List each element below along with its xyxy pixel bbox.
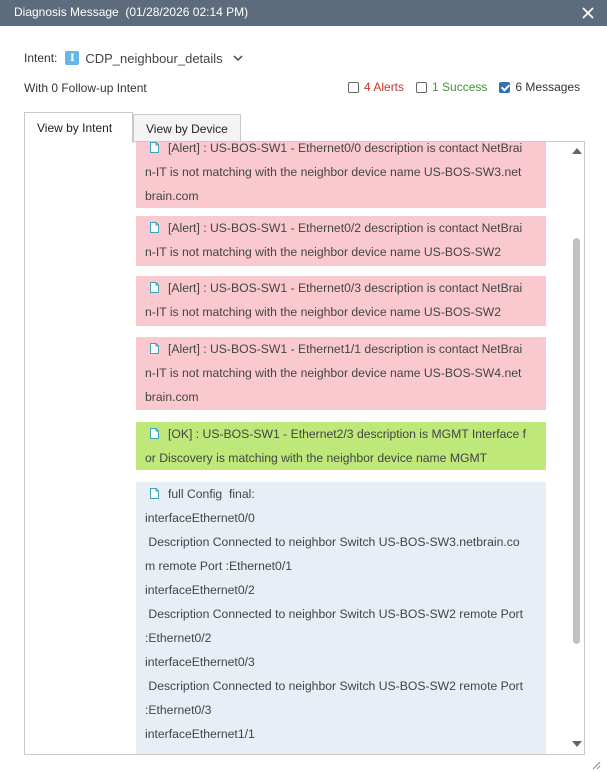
message-text: full Config final:: [168, 487, 255, 501]
dialog-timestamp: (01/28/2026 02:14 PM): [125, 5, 249, 19]
message-line: [145, 160, 538, 184]
message-line: [145, 422, 538, 446]
message-text: or Discovery is matching with the neighbor device name MGMT: [145, 451, 488, 465]
dialog-titlebar: [0, 0, 607, 26]
message-line: [145, 276, 538, 300]
message-text: n-IT is not matching with the neighbor device name US-BOS-SW4.net: [145, 366, 522, 380]
message-line: [145, 216, 538, 240]
dialog-title-text: Diagnosis Message: [14, 5, 119, 19]
success-checkbox[interactable]: [416, 82, 427, 93]
message-alert: [136, 216, 546, 266]
scroll-up-arrow-icon[interactable]: [572, 148, 582, 154]
message-alert: [136, 141, 546, 208]
document-icon: [150, 217, 159, 228]
message-line: [145, 300, 538, 324]
message-line: [145, 578, 538, 602]
message-line: [145, 385, 538, 409]
message-line: [145, 482, 538, 506]
vertical-scrollbar[interactable]: [570, 142, 584, 754]
message-line: [145, 506, 538, 530]
message-text: brain.com: [145, 390, 199, 404]
message-text: Description Connected to neighbor Switch US-BOS-SW2 remote Port: [145, 679, 523, 693]
scroll-thumb[interactable]: [573, 238, 580, 644]
dialog-title: [14, 5, 248, 19]
document-icon: [150, 423, 159, 434]
document-icon: [150, 483, 159, 494]
message-text: interfaceEthernet0/3: [145, 655, 255, 669]
message-text: [Alert] : US-BOS-SW1 - Ethernet1/1 description is contact NetBrai: [168, 342, 523, 356]
message-line: [145, 650, 538, 674]
message-text: n-IT is not matching with the neighbor device name US-BOS-SW3.net: [145, 165, 522, 179]
intent-name[interactable]: CDP_neighbour_details: [85, 50, 223, 66]
close-icon[interactable]: [578, 3, 598, 23]
document-icon: [150, 338, 159, 349]
message-filters: [348, 80, 580, 94]
tab-view-by-intent[interactable]: View by Intent: [24, 112, 133, 143]
message-ok: [136, 422, 546, 470]
intent-selector[interactable]: [24, 49, 243, 67]
messages-label[interactable]: 6 Messages: [515, 80, 581, 94]
message-text: n-IT is not matching with the neighbor device name US-BOS-SW2: [145, 245, 502, 259]
message-line: [145, 141, 538, 160]
message-text: [Alert] : US-BOS-SW1 - Ethernet0/3 description is contact NetBrai: [168, 281, 523, 295]
scroll-down-arrow-icon[interactable]: [572, 741, 582, 747]
message-line: [145, 722, 538, 746]
document-icon: [150, 141, 159, 148]
message-line: [145, 674, 538, 698]
message-text: [Alert] : US-BOS-SW1 - Ethernet0/0 description is contact NetBrai: [168, 141, 523, 155]
message-line: [145, 554, 538, 578]
message-text: n-IT is not matching with the neighbor device name US-BOS-SW2: [145, 305, 502, 319]
messages-panel: [24, 141, 585, 755]
message-line: [145, 337, 538, 361]
alerts-label[interactable]: 4 Alerts: [364, 80, 405, 94]
filter-alerts[interactable]: [348, 80, 404, 94]
document-icon: [150, 277, 159, 288]
message-line: [145, 240, 538, 264]
chevron-down-icon[interactable]: [233, 53, 243, 63]
message-info: [136, 482, 546, 755]
message-text: :Ethernet0/3: [145, 703, 212, 717]
intent-label: Intent:: [24, 51, 58, 65]
message-text: Description Connected to neighbor Switch US-BOS-SW3.netbrain.co: [145, 535, 520, 549]
message-text: :Ethernet0/2: [145, 631, 212, 645]
message-alert: [136, 276, 546, 326]
message-line: [145, 626, 538, 650]
success-label[interactable]: 1 Success: [432, 80, 488, 94]
message-line: [145, 184, 538, 208]
message-line: [145, 361, 538, 385]
resize-grip-icon[interactable]: [591, 760, 601, 770]
filter-messages[interactable]: [499, 80, 580, 94]
message-line: [145, 446, 538, 470]
message-text: [Alert] : US-BOS-SW1 - Ethernet0/2 description is contact NetBrai: [168, 221, 523, 235]
message-line: [145, 602, 538, 626]
message-text: [OK] : US-BOS-SW1 - Ethernet2/3 description is MGMT Interface f: [168, 427, 527, 441]
message-text: Description Connected to neighbor Switch US-BOS-SW2 remote Port: [145, 607, 523, 621]
message-line: [145, 530, 538, 554]
message-text: interfaceEthernet0/2: [145, 583, 255, 597]
tab-view-by-device[interactable]: View by Device: [133, 114, 241, 142]
message-text: interfaceEthernet1/1: [145, 727, 255, 741]
message-alert: [136, 337, 546, 410]
message-text: interfaceEthernet0/0: [145, 511, 255, 525]
message-text: m remote Port :Ethernet0/1: [145, 559, 292, 573]
followup-intent-text: With 0 Follow-up Intent: [24, 81, 147, 95]
messages-checkbox[interactable]: [499, 82, 510, 93]
message-text: brain.com: [145, 189, 199, 203]
filter-success[interactable]: [416, 80, 487, 94]
intent-icon: I: [65, 51, 79, 65]
message-line: [145, 698, 538, 722]
alerts-checkbox[interactable]: [348, 82, 359, 93]
